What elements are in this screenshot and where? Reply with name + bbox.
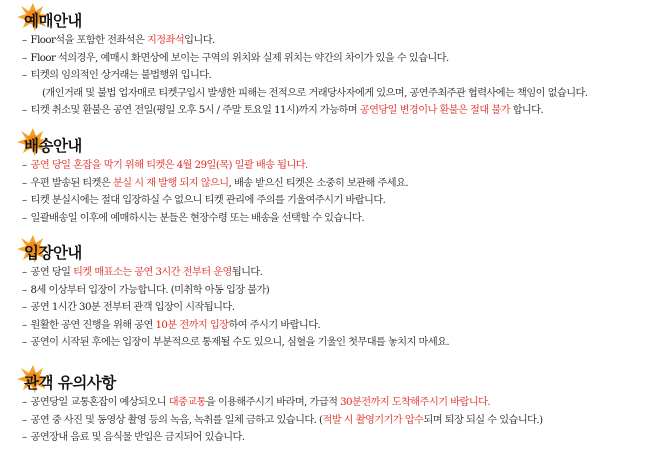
list-item: [22, 317, 644, 335]
list-item: [22, 102, 644, 120]
section-heading: 관객 유의사항: [22, 368, 644, 394]
highlight-text: 30분전까지 도착해주시기 바랍니다.: [340, 397, 491, 408]
bullet-dash: –: [22, 52, 27, 64]
list-item: [22, 429, 644, 447]
bullet-dash: –: [22, 267, 27, 278]
highlight-text: 10분 전까지 입장: [155, 319, 229, 331]
highlight-text: 공연 당일 혼잡을 막기 위해 티켓은 4월 29일(목) 일괄 배송 됩니다.: [30, 160, 308, 171]
bullet-dash: –: [22, 160, 27, 171]
item-text: 일괄배송일 이후에 예매하시는 분들은 현장수령 또는 배송을 선택할 수 있습니다.: [30, 212, 365, 224]
bullet-dash: –: [22, 284, 27, 296]
item-text: 공연 1시간 30분 전부터 관객 입장이 시작됩니다.: [30, 302, 235, 314]
list-item: [22, 67, 644, 85]
item-text: 공연당일 교통혼잡이 예상되오니: [30, 397, 169, 408]
item-list: [22, 157, 644, 227]
item-text: Floor석을 포함한 전좌석은: [30, 35, 147, 46]
section-audience-notes: [22, 368, 644, 447]
bullet-dash: –: [22, 70, 27, 82]
bullet-dash: –: [22, 319, 27, 331]
highlight-text: 대중교통: [168, 397, 206, 408]
section-admission: [22, 238, 644, 352]
bullet-dash: –: [22, 397, 27, 408]
section-ticketing: [22, 6, 644, 120]
item-text: 입니다.: [184, 35, 215, 46]
item-text: 을 이용해주시기 바라며, 가급적: [205, 397, 341, 408]
bullet-dash: –: [22, 337, 27, 349]
item-text: 공연이 시작된 후에는 입장이 부분적으로 통제될 수도 있으니, 심혈을 기울인 첫무대를 놓치지 마세요.: [30, 337, 450, 349]
list-item: [22, 264, 644, 282]
list-item: [22, 50, 644, 68]
bullet-dash: –: [22, 432, 27, 444]
bullet-dash: –: [22, 212, 27, 224]
highlight-text: 분실 시 재 발행 되지 않으니: [112, 177, 229, 189]
item-text: Floor 석의경우, 예매시 화면상에 보이는 구역의 위치와 실제 위치는 약간의 차이가 있을 수 있습니다.: [30, 52, 449, 64]
item-text: 티켓 취소및 환불은 공연 전일(평일 오후 5시 / 주말 토요일 11시)까지 가능하며: [30, 105, 360, 117]
section-delivery: [22, 131, 644, 227]
list-item: [22, 412, 644, 430]
section-heading: 배송안내: [22, 131, 644, 157]
item-text: 됩니다.: [231, 267, 263, 278]
bullet-dash: –: [22, 414, 27, 426]
highlight-text: 티켓 매표소는 공연 3시간 전부터 운영: [73, 267, 232, 278]
list-item: [22, 32, 644, 50]
item-text: (개인거래 및 불법 업자매로 티켓구입시 발생한 피해는 전적으로 거래당사자에게 있으며, 공연주최주관 협력사에는 책임이 없습니다.: [42, 87, 588, 99]
item-list: [22, 264, 644, 352]
item-text: 공연 당일: [30, 267, 74, 278]
bullet-dash: –: [22, 177, 27, 189]
bullet-dash: –: [22, 105, 27, 117]
highlight-text: 공연당일 변경이나 환불은 절대 불가: [359, 105, 510, 117]
item-text: 하여 주시기 바랍니다.: [228, 319, 321, 331]
list-item: [22, 299, 644, 317]
bullet-dash: –: [22, 195, 27, 207]
item-text: 합니다.: [509, 105, 544, 117]
item-text: 티켓의 임의적인 상거래는 불법행위 입니다.: [30, 70, 212, 82]
list-item: [22, 210, 644, 228]
highlight-text: 지정좌석: [146, 35, 185, 46]
item-text: 티켓 분실시에는 절대 입장하실 수 없으니 티켓 관리에 주의를 기울여주시기 바랍니다.: [30, 195, 386, 207]
item-text: 8세 이상부터 입장이 가능합니다. (미취학 아동 입장 불가): [30, 284, 270, 296]
list-item: [22, 175, 644, 193]
list-item: [22, 394, 644, 412]
section-heading: 예매안내: [22, 6, 644, 32]
list-item: [22, 282, 644, 300]
item-text: , 배송 받으신 티켓은 소중히 보관해 주세요.: [228, 177, 409, 189]
item-text: 원활한 공연 진행을 위해 공연: [30, 319, 156, 331]
highlight-text: 적발 시 촬영기기가 압수: [322, 414, 424, 426]
item-text: 우편 발송된 티켓은: [30, 177, 113, 189]
bullet-dash: –: [22, 302, 27, 314]
item-list: [22, 32, 644, 120]
item-text: 되며 퇴장 되실 수 있습니다.): [423, 414, 543, 426]
list-item: [22, 85, 644, 103]
list-item: [22, 334, 644, 352]
item-text: 공연 중 사진 및 동영상 촬영 등의 녹음, 녹취를 일체 금하고 있습니다. (: [30, 414, 323, 426]
list-item: [22, 157, 644, 175]
section-heading: 입장안내: [22, 238, 644, 264]
list-item: [22, 192, 644, 210]
item-list: [22, 394, 644, 447]
bullet-dash: –: [22, 35, 27, 46]
item-text: 공연장내 음료 및 음식물 반입은 금지되어 있습니다.: [30, 432, 245, 444]
